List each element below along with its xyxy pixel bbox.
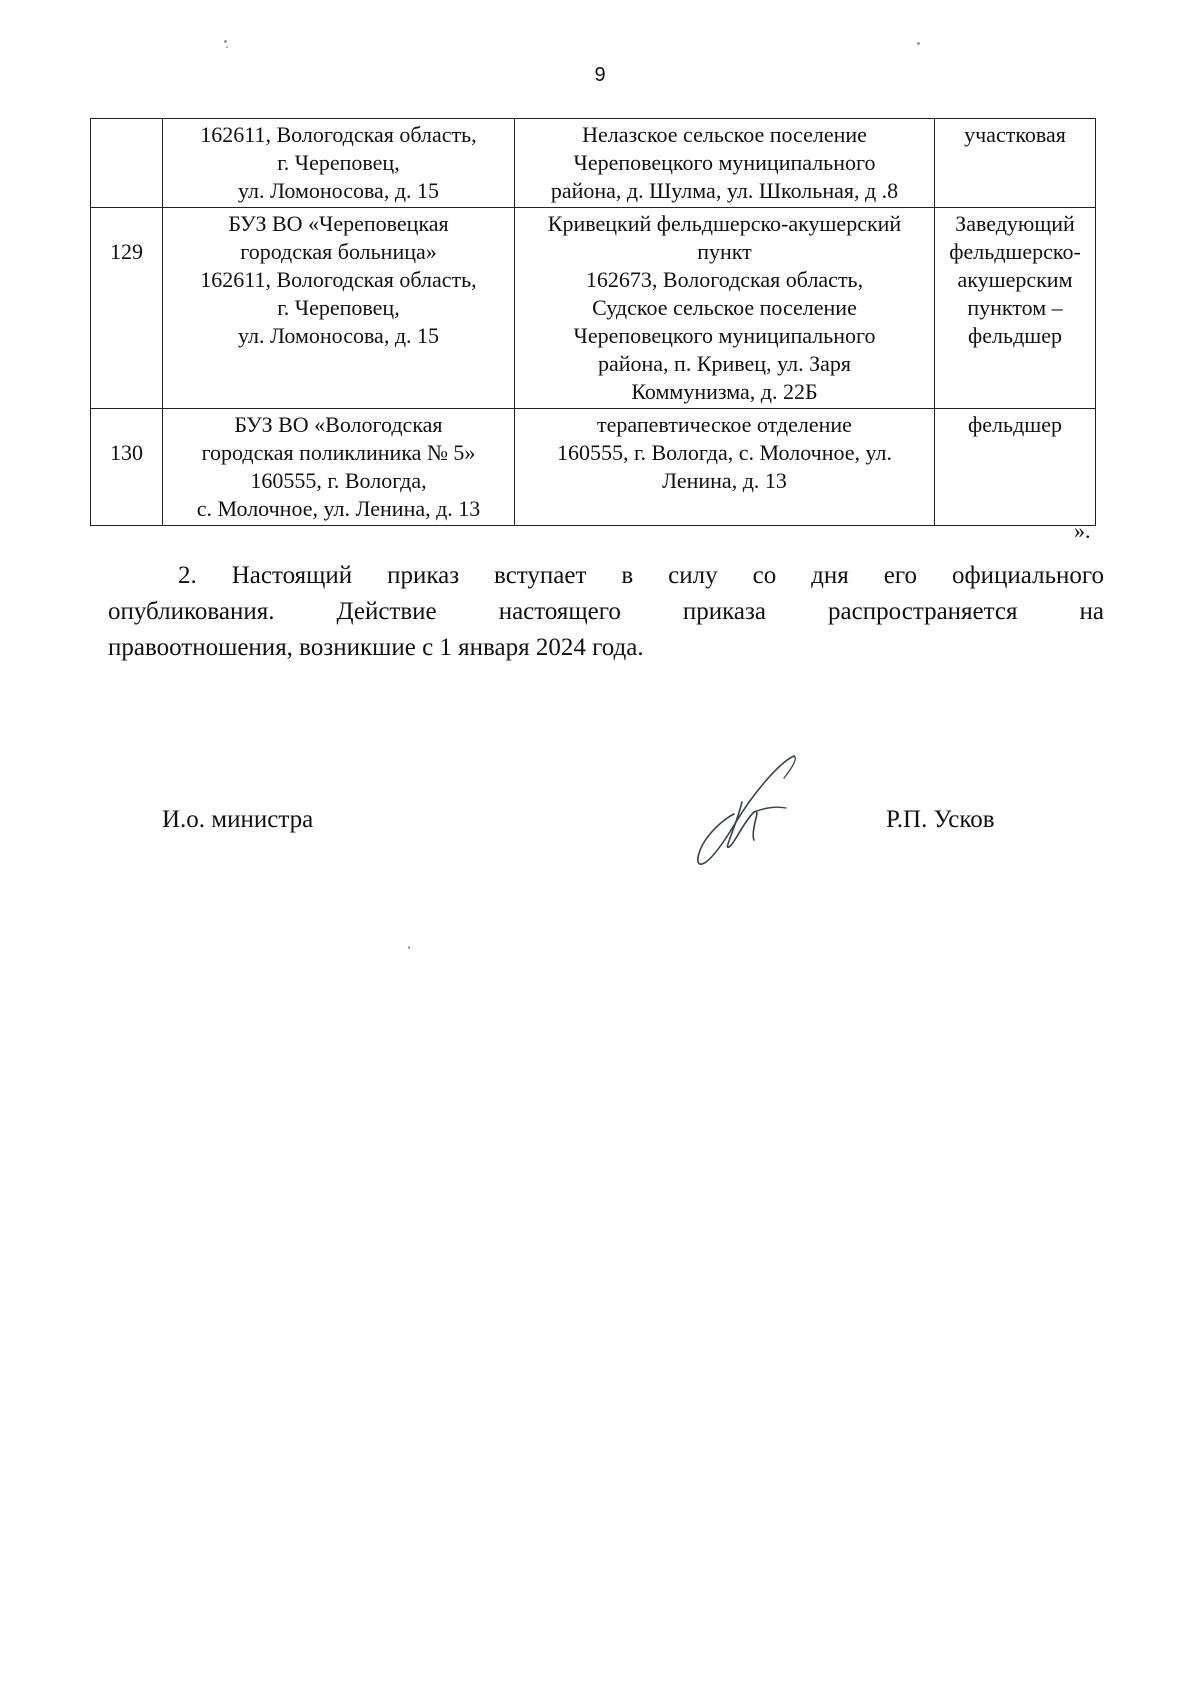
unit-cell — [515, 409, 935, 526]
closing-quote: ». — [1074, 518, 1091, 543]
positions-table — [90, 118, 1096, 526]
row-number-cell — [91, 208, 163, 409]
position-line: участковая — [964, 122, 1066, 147]
unit-line: терапевтическое отделение — [597, 412, 852, 437]
scan-speck — [226, 46, 228, 48]
organization-cell — [163, 409, 515, 526]
position-cell — [935, 119, 1096, 208]
signatory-title: И.о. министра — [162, 806, 314, 833]
row-number: 130 — [110, 440, 143, 465]
position-line: фельдшер — [968, 323, 1062, 348]
organization-line: г. Череповец, — [277, 150, 400, 175]
organization-line: ул. Ломоносова, д. 15 — [237, 323, 440, 348]
unit-cell — [515, 119, 935, 208]
unit-cell — [515, 208, 935, 409]
scan-speck — [917, 42, 920, 45]
unit-line: района, д. Шулма, ул. Школьная, д .8 — [550, 178, 899, 203]
organization-line: городская поликлиника № 5» — [201, 440, 476, 465]
position-line: фельдшер — [968, 412, 1062, 437]
unit-line: Коммунизма, д. 22Б — [631, 379, 818, 404]
organization-line: 162611, Вологодская область, — [200, 267, 477, 292]
organization-line: городская больница» — [240, 239, 437, 264]
unit-line: Нелазское сельское поселение — [582, 122, 867, 147]
position-cell — [935, 208, 1096, 409]
signatory-name: Р.П. Усков — [886, 806, 995, 833]
organization-line: г. Череповец, — [277, 295, 400, 320]
paragraph-line: правоотношения, возникшие с 1 января 2024 года. — [108, 634, 644, 661]
organization-cell — [163, 208, 515, 409]
paragraph-line: опубликования. Действие настоящего приказа распространяется на — [108, 598, 1104, 625]
position-line: пунктом – — [967, 295, 1063, 320]
unit-line: Кривецкий фельдшерско-акушерский — [547, 211, 902, 236]
organization-cell — [163, 119, 515, 208]
scan-speck — [408, 946, 410, 949]
organization-line: ул. Ломоносова, д. 15 — [237, 178, 440, 203]
position-line: акушерским — [957, 267, 1073, 292]
unit-line: Судское сельское поселение — [592, 295, 857, 320]
position-line: фельдшерско- — [949, 239, 1081, 264]
organization-line: 160555, г. Вологда, — [250, 468, 427, 493]
table-row — [91, 409, 1096, 526]
position-cell — [935, 409, 1096, 526]
unit-line: 160555, г. Вологда, с. Молочное, ул. — [556, 440, 893, 465]
organization-line: БУЗ ВО «Череповецкая — [228, 211, 449, 236]
table-row — [91, 119, 1096, 208]
paragraph-line: 2. Настоящий приказ вступает в силу со дня его официального — [178, 562, 1104, 589]
unit-line: пункт — [697, 239, 752, 264]
unit-line: Череповецкого муниципального — [573, 150, 876, 175]
unit-line: района, п. Кривец, ул. Заря — [597, 351, 851, 376]
organization-line: 162611, Вологодская область, — [200, 122, 477, 147]
order-paragraph — [108, 558, 1104, 666]
unit-line: Ленина, д. 13 — [662, 468, 787, 493]
table-row — [91, 208, 1096, 409]
handwritten-signature-icon — [684, 752, 814, 872]
organization-line: БУЗ ВО «Вологодская — [234, 412, 443, 437]
page-number: 9 — [594, 64, 606, 86]
row-number: 129 — [110, 239, 143, 264]
organization-line: с. Молочное, ул. Ленина, д. 13 — [196, 496, 481, 521]
row-number-cell — [91, 119, 163, 208]
unit-line: 162673, Вологодская область, — [585, 267, 864, 292]
unit-line: Череповецкого муниципального — [573, 323, 876, 348]
scan-speck — [224, 40, 227, 43]
row-number-cell — [91, 409, 163, 526]
position-line: Заведующий — [955, 211, 1075, 236]
